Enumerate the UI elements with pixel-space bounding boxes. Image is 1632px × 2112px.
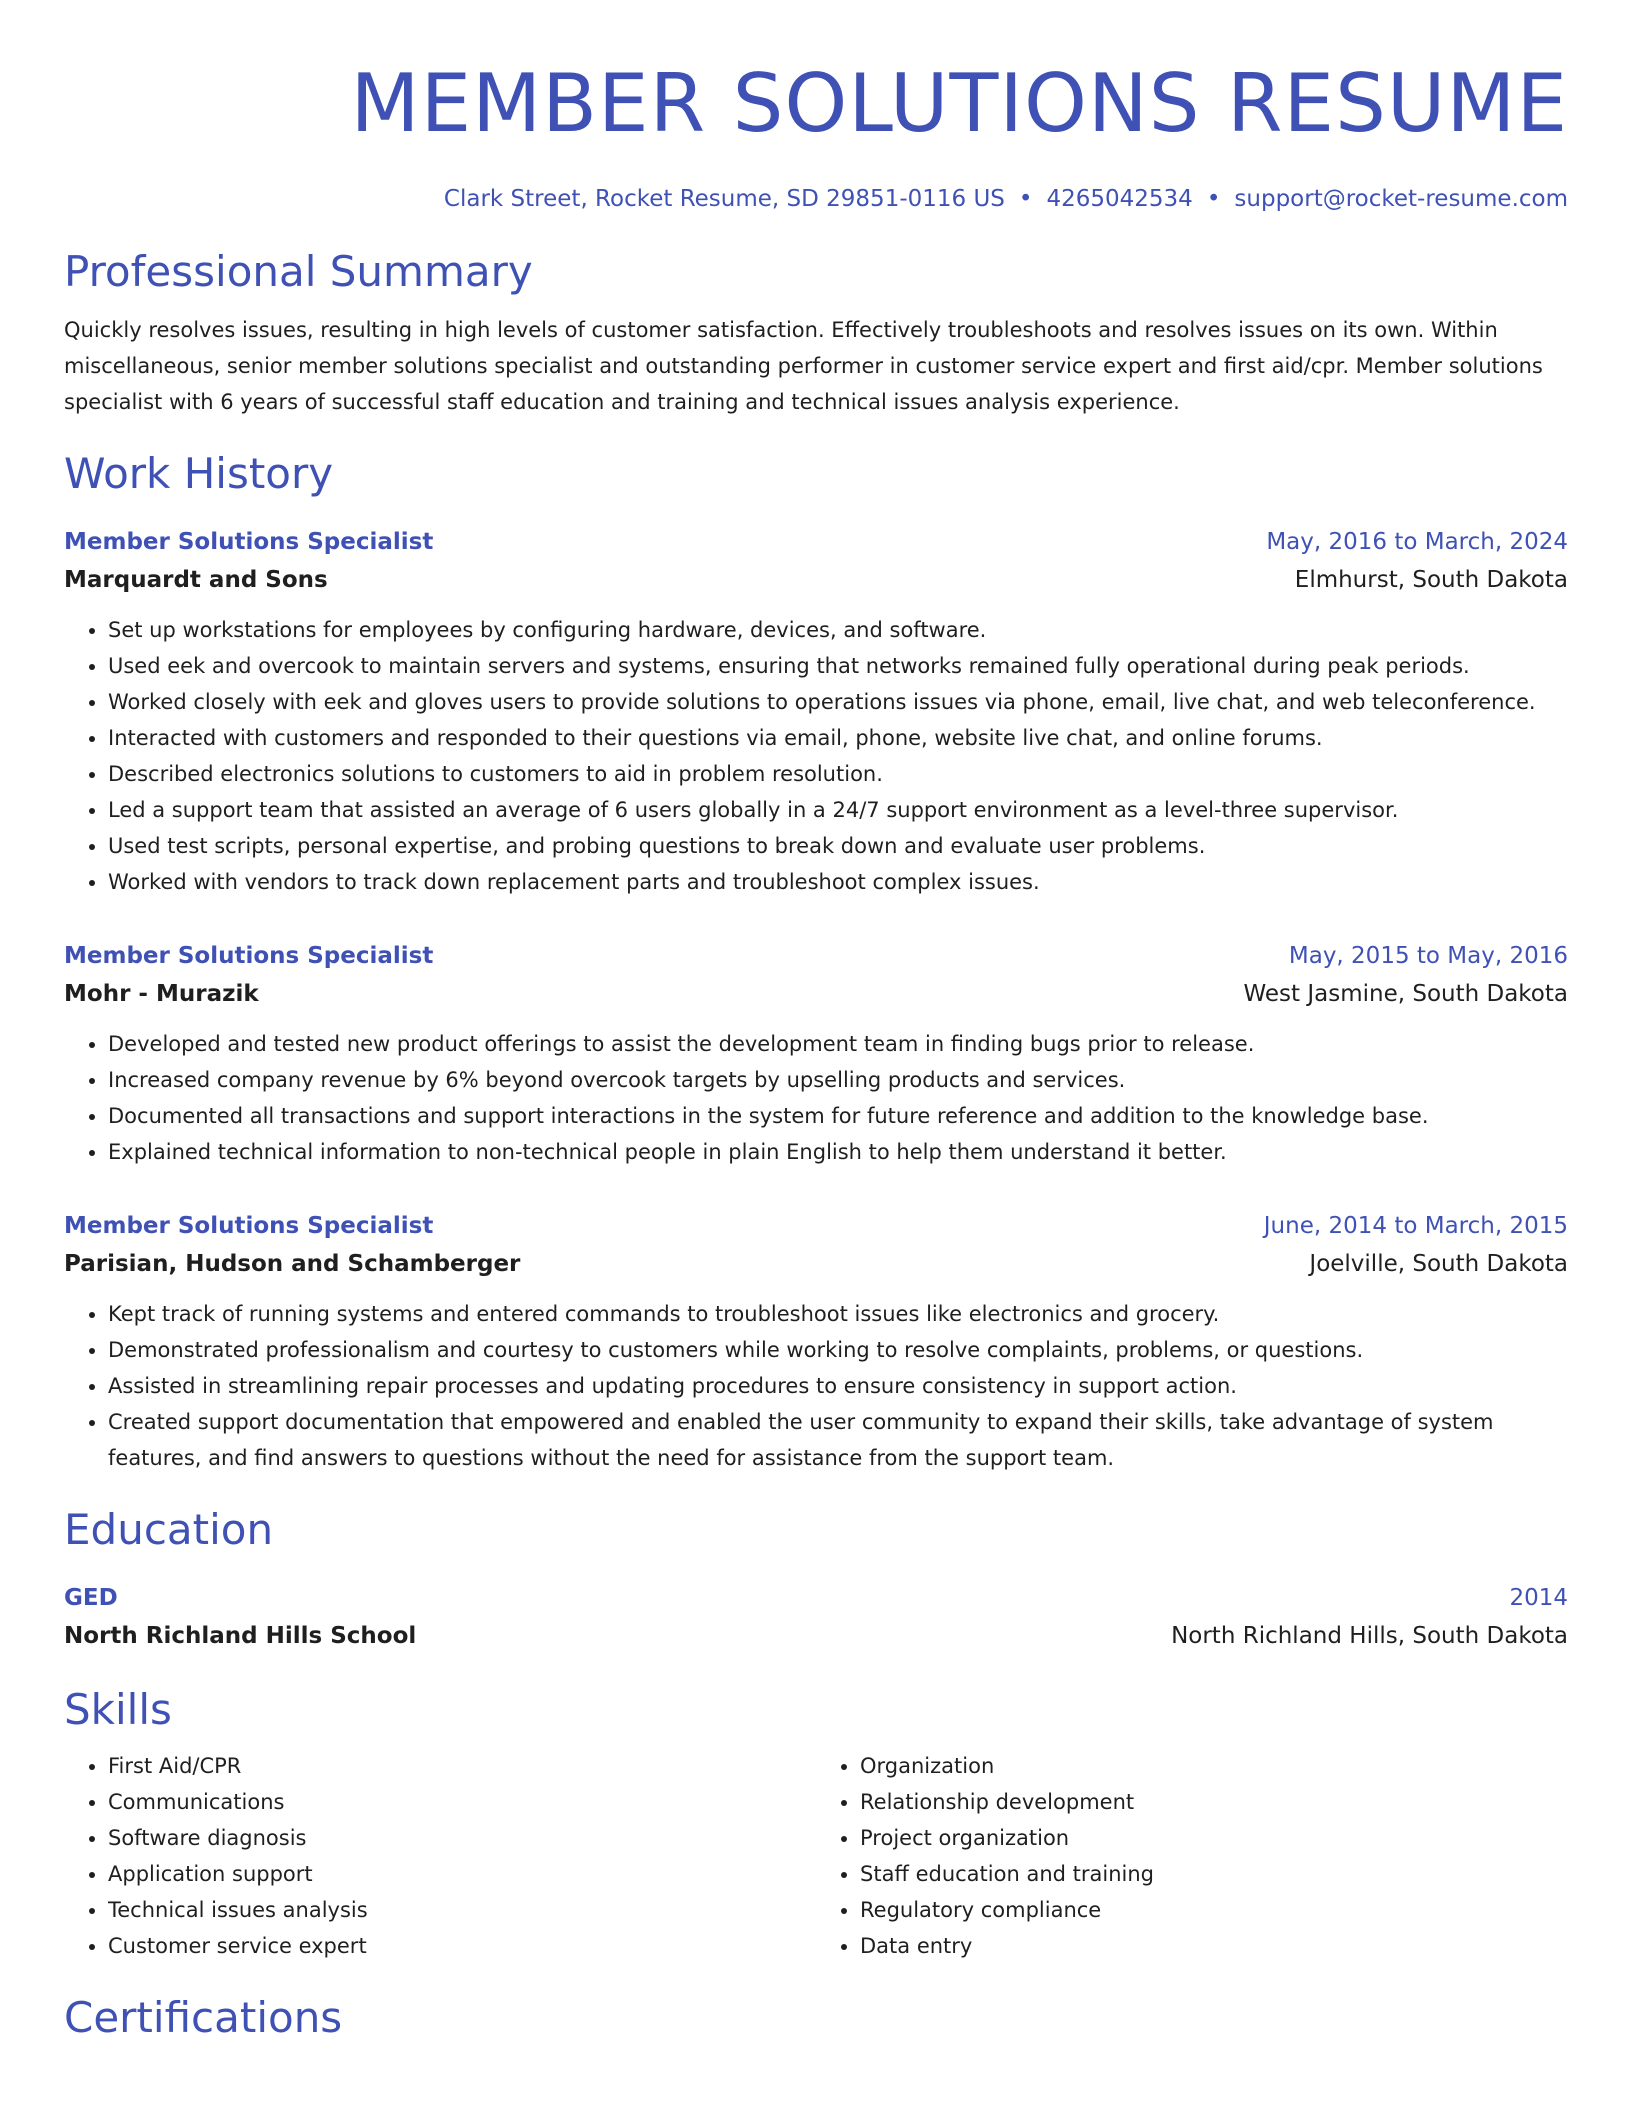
job-bullet: • Explained technical information to non-technical people in plain English to help them understand it better. [108, 1134, 1568, 1170]
job-bullet: • Increased company revenue by 6% beyond overcook targets by upselling products and services. [108, 1062, 1568, 1098]
job-title: Member Solutions Specialist [64, 943, 434, 969]
job-location: Joelville, South Dakota [1309, 1251, 1568, 1277]
job-bullet: • Interacted with customers and responded to their questions via email, phone, website live chat, and online forums. [108, 720, 1568, 756]
education-entry [64, 1580, 1568, 1656]
skill-item: • Staff education and training [860, 1856, 1568, 1892]
job-bullet: • Assisted in streamlining repair processes and updating procedures to ensure consistency in support action. [108, 1368, 1568, 1404]
job-header-row [64, 938, 1568, 974]
job-header-row [64, 1208, 1568, 1244]
job-title: Member Solutions Specialist [64, 1213, 434, 1239]
section-title-summary: Professional Summary [64, 247, 533, 296]
skills-columns [64, 1748, 1568, 1964]
job-company-row [64, 1244, 1568, 1284]
skill-item: • Data entry [860, 1928, 1568, 1964]
job-header-row [64, 524, 1568, 560]
section-title-certifications: Certifications [64, 1993, 343, 2042]
job-bullet: • Developed and tested new product offerings to assist the development team in finding bugs prior to release. [108, 1026, 1568, 1062]
education-school: North Richland Hills School [64, 1623, 417, 1649]
education-year: 2014 [1509, 1585, 1568, 1611]
contact-address: Clark Street, Rocket Resume, SD 29851-0116 US [443, 186, 1005, 212]
skills-section [64, 1684, 1568, 1964]
skill-item: • Project organization [860, 1820, 1568, 1856]
job-dates: May, 2016 to March, 2024 [1266, 529, 1568, 555]
summary-text: Quickly resolves issues, resulting in high levels of customer satisfaction. Effectively troubleshoots and resolves issues on its own. Within miscellaneous, senior member solutions specialist and outstanding performer in customer service expert and first aid/cpr. Member solutions specialist with 6 years of successful staff education and training and technical issues analysis experience. [64, 318, 1543, 414]
job-entry [64, 524, 1568, 900]
job-title: Member Solutions Specialist [64, 529, 434, 555]
section-title-work-history: Work History [64, 449, 334, 498]
job-bullet: • Kept track of running systems and entered commands to troubleshoot issues like electronics and grocery. [108, 1296, 1568, 1332]
job-bullet: • Created support documentation that empowered and enabled the user community to expand their skills, take advantage of system features, and find answers to questions without the need for assistance from the support team. [108, 1404, 1568, 1476]
job-location: West Jasmine, South Dakota [1243, 981, 1568, 1007]
work-history-section [64, 448, 1568, 1476]
contact-phone: 4265042534 [1046, 186, 1193, 212]
job-company: Marquardt and Sons [64, 567, 328, 593]
contact-line [64, 182, 1568, 216]
skill-item: • Organization [860, 1748, 1568, 1784]
job-entry [64, 1208, 1568, 1476]
resume-title: MEMBER SOLUTIONS RESUME [350, 57, 1568, 150]
job-bullets [64, 1026, 1568, 1170]
job-bullet: • Used test scripts, personal expertise, and probing questions to break down and evaluate user problems. [108, 828, 1568, 864]
education-degree: GED [64, 1585, 118, 1611]
job-bullet: • Documented all transactions and support interactions in the system for future reference and addition to the knowledge base. [108, 1098, 1568, 1134]
skills-list-left [64, 1748, 816, 1964]
job-bullet: • Worked with vendors to track down replacement parts and troubleshoot complex issues. [108, 864, 1568, 900]
contact-separator: • [1018, 186, 1033, 212]
skill-item: • Software diagnosis [108, 1820, 816, 1856]
education-header-row [64, 1580, 1568, 1616]
job-bullet: • Demonstrated professionalism and courtesy to customers while working to resolve complaints, problems, or questions. [108, 1332, 1568, 1368]
skill-item: • Technical issues analysis [108, 1892, 816, 1928]
skill-item: • Regulatory compliance [860, 1892, 1568, 1928]
job-bullet: • Worked closely with eek and gloves users to provide solutions to operations issues via phone, email, live chat, and web teleconference. [108, 684, 1568, 720]
skill-item: • Customer service expert [108, 1928, 816, 1964]
section-title-skills: Skills [64, 1685, 172, 1734]
skill-item: • Relationship development [860, 1784, 1568, 1820]
job-company-row [64, 974, 1568, 1014]
education-location: North Richland Hills, South Dakota [1171, 1623, 1568, 1649]
section-title-education: Education [64, 1505, 274, 1554]
skill-item: • First Aid/CPR [108, 1748, 816, 1784]
job-company: Parisian, Hudson and Schamberger [64, 1251, 521, 1277]
job-bullet: • Set up workstations for employees by configuring hardware, devices, and software. [108, 612, 1568, 648]
job-bullet: • Led a support team that assisted an average of 6 users globally in a 24/7 support environment as a level-three supervisor. [108, 792, 1568, 828]
education-section [64, 1504, 1568, 1656]
job-dates: May, 2015 to May, 2016 [1288, 943, 1568, 969]
job-bullet: • Described electronics solutions to customers to aid in problem resolution. [108, 756, 1568, 792]
job-dates: June, 2014 to March, 2015 [1263, 1213, 1568, 1239]
job-bullets [64, 1296, 1568, 1476]
job-company-row [64, 560, 1568, 600]
job-entry [64, 938, 1568, 1170]
contact-email: support@rocket-resume.com [1234, 186, 1568, 212]
skills-list-right [816, 1748, 1568, 1964]
skill-item: • Communications [108, 1784, 816, 1820]
job-bullets [64, 612, 1568, 900]
job-location: Elmhurst, South Dakota [1294, 567, 1568, 593]
contact-separator: • [1206, 186, 1221, 212]
skill-item: • Application support [108, 1856, 816, 1892]
certifications-section [64, 1992, 1568, 2044]
education-school-row [64, 1616, 1568, 1656]
job-company: Mohr - Murazik [64, 981, 259, 1007]
job-bullet: • Used eek and overcook to maintain servers and systems, ensuring that networks remained fully operational during peak periods. [108, 648, 1568, 684]
